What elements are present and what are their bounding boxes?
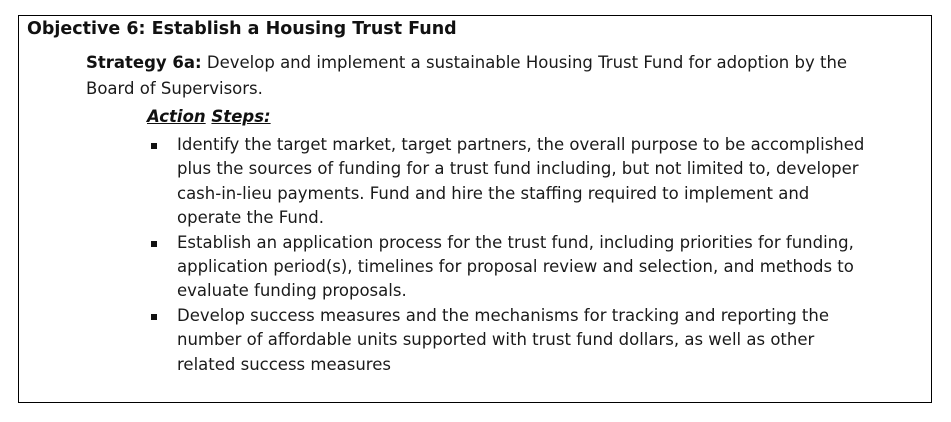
list-item-text: Develop success measures and the mechanisms for tracking and reporting the number of affordable units supported with trust fund dollars, as well as other related success measures — [177, 305, 829, 374]
action-steps-list — [147, 133, 867, 377]
square-bullet-icon — [151, 314, 157, 320]
list-item — [147, 304, 867, 377]
list-item — [147, 231, 867, 304]
action-steps-heading-word1: Action — [147, 107, 206, 126]
strategy-text: Develop and implement a sustainable Housing Trust Fund for adoption by the Board of Supervisors. — [86, 53, 848, 98]
list-item-text: Establish an application process for the trust fund, including priorities for funding, application period(s), timelines for proposal review and selection, and methods to evaluate funding proposals. — [177, 232, 854, 301]
list-item — [147, 133, 867, 231]
objective-title: Objective 6: Establish a Housing Trust Fund — [27, 19, 457, 39]
strategy-label: Strategy 6a: — [86, 53, 202, 72]
action-steps-heading — [147, 107, 271, 126]
square-bullet-icon — [151, 143, 157, 149]
list-item-text: Identify the target market, target partners, the overall purpose to be accomplished plus the sources of funding for a trust fund including, but not limited to, developer cash-in-lieu payments. Fund and hire the staffing required to implement and operate the Fund. — [177, 135, 865, 228]
strategy-paragraph — [86, 50, 886, 102]
square-bullet-icon — [151, 241, 157, 247]
action-steps-heading-word2: Steps: — [211, 107, 271, 126]
